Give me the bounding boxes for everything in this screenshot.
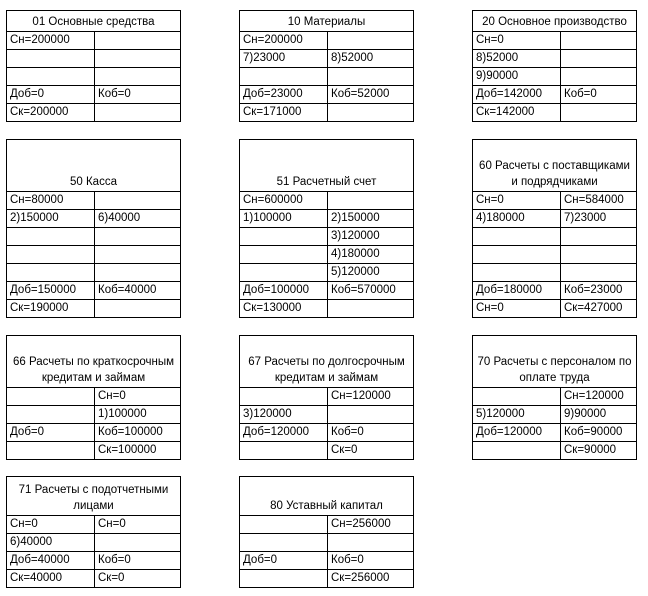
credit-cell [328, 192, 414, 210]
credit-cell: Ск=0 [95, 570, 181, 588]
credit-cell [561, 68, 637, 86]
debit-cell [240, 570, 328, 588]
account-51 [239, 139, 414, 318]
account-20 [472, 10, 637, 122]
account-70 [472, 335, 637, 460]
debit-cell [7, 68, 95, 86]
credit-cell: Ск=90000 [561, 442, 637, 460]
credit-cell [95, 104, 181, 122]
debit-cell: Доб=40000 [7, 552, 95, 570]
debit-cell [240, 68, 328, 86]
debit-cell [7, 442, 95, 460]
debit-cell: Доб=100000 [240, 282, 328, 300]
debit-cell [473, 246, 561, 264]
account-title: 60 Расчеты с поставщиками и подрядчиками [473, 140, 637, 192]
credit-cell: 6)40000 [95, 210, 181, 228]
debit-cell: Доб=0 [240, 552, 328, 570]
credit-cell: Сн=584000 [561, 192, 637, 210]
debit-cell: 8)52000 [473, 50, 561, 68]
debit-cell: Ск=130000 [240, 300, 328, 318]
credit-cell [328, 406, 414, 424]
credit-cell: Коб=90000 [561, 424, 637, 442]
debit-cell [7, 50, 95, 68]
debit-cell [240, 534, 328, 552]
debit-cell: Доб=120000 [240, 424, 328, 442]
credit-cell: 8)52000 [328, 50, 414, 68]
credit-cell: 3)120000 [328, 228, 414, 246]
credit-cell: Коб=52000 [328, 86, 414, 104]
credit-cell [95, 50, 181, 68]
account-01 [6, 10, 181, 122]
credit-cell [561, 104, 637, 122]
credit-cell [328, 68, 414, 86]
credit-cell: Ск=256000 [328, 570, 414, 588]
credit-cell [328, 534, 414, 552]
debit-cell: Ск=40000 [7, 570, 95, 588]
credit-cell [561, 50, 637, 68]
account-66 [6, 335, 181, 460]
credit-cell: Коб=570000 [328, 282, 414, 300]
credit-cell [95, 246, 181, 264]
credit-cell: Коб=0 [95, 86, 181, 104]
credit-cell [95, 32, 181, 50]
debit-cell: Доб=0 [7, 424, 95, 442]
debit-cell: Ск=200000 [7, 104, 95, 122]
credit-cell: Коб=0 [95, 552, 181, 570]
credit-cell [95, 228, 181, 246]
credit-cell: Коб=23000 [561, 282, 637, 300]
credit-cell: 4)180000 [328, 246, 414, 264]
account-title: 20 Основное производство [473, 11, 637, 32]
debit-cell [7, 246, 95, 264]
credit-cell: 5)120000 [328, 264, 414, 282]
debit-cell: 7)23000 [240, 50, 328, 68]
credit-cell: Ск=0 [328, 442, 414, 460]
debit-cell: 5)120000 [473, 406, 561, 424]
debit-cell: 9)90000 [473, 68, 561, 86]
debit-cell [240, 228, 328, 246]
debit-cell: Ск=190000 [7, 300, 95, 318]
debit-cell: Сн=600000 [240, 192, 328, 210]
debit-cell [240, 442, 328, 460]
debit-cell: Сн=0 [7, 516, 95, 534]
debit-cell: Сн=0 [473, 192, 561, 210]
account-title: 51 Расчетный счет [240, 140, 414, 192]
credit-cell [561, 246, 637, 264]
credit-cell [95, 192, 181, 210]
debit-cell [473, 388, 561, 406]
debit-cell: Сн=0 [473, 32, 561, 50]
debit-cell: 4)180000 [473, 210, 561, 228]
credit-cell: Сн=120000 [561, 388, 637, 406]
debit-cell [7, 388, 95, 406]
debit-cell [473, 264, 561, 282]
account-10 [239, 10, 414, 122]
account-71 [6, 476, 181, 588]
credit-cell [95, 264, 181, 282]
account-67 [239, 335, 414, 460]
credit-cell [95, 68, 181, 86]
debit-cell [240, 264, 328, 282]
debit-cell [473, 228, 561, 246]
debit-cell: Доб=120000 [473, 424, 561, 442]
credit-cell [328, 300, 414, 318]
credit-cell: Сн=0 [95, 516, 181, 534]
debit-cell: 3)120000 [240, 406, 328, 424]
debit-cell [7, 264, 95, 282]
debit-cell [240, 516, 328, 534]
account-title: 66 Расчеты по краткосрочным кредитам и займам [7, 336, 181, 388]
debit-cell: Доб=23000 [240, 86, 328, 104]
account-80 [239, 476, 414, 588]
debit-cell [7, 228, 95, 246]
credit-cell: 9)90000 [561, 406, 637, 424]
debit-cell: Ск=142000 [473, 104, 561, 122]
account-title: 70 Расчеты с персоналом по оплате труда [473, 336, 637, 388]
debit-cell: Доб=180000 [473, 282, 561, 300]
debit-cell [240, 246, 328, 264]
debit-cell: Ск=171000 [240, 104, 328, 122]
credit-cell: Сн=0 [95, 388, 181, 406]
credit-cell: 1)100000 [95, 406, 181, 424]
account-title: 01 Основные средства [7, 11, 181, 32]
debit-cell: Доб=0 [7, 86, 95, 104]
credit-cell: Коб=100000 [95, 424, 181, 442]
account-title: 80 Уставный капитал [240, 477, 414, 516]
debit-cell [240, 388, 328, 406]
credit-cell: Ск=100000 [95, 442, 181, 460]
account-title: 71 Расчеты с подотчетными лицами [7, 477, 181, 516]
debit-cell: Сн=200000 [240, 32, 328, 50]
credit-cell: Коб=0 [328, 552, 414, 570]
credit-cell [561, 32, 637, 50]
account-title: 10 Материалы [240, 11, 414, 32]
credit-cell: Коб=40000 [95, 282, 181, 300]
credit-cell: 2)150000 [328, 210, 414, 228]
debit-cell: 6)40000 [7, 534, 95, 552]
debit-cell: Сн=0 [473, 300, 561, 318]
credit-cell [328, 104, 414, 122]
debit-cell: 1)100000 [240, 210, 328, 228]
account-title: 50 Касса [7, 140, 181, 192]
debit-cell [7, 406, 95, 424]
debit-cell [473, 442, 561, 460]
credit-cell [95, 534, 181, 552]
account-title: 67 Расчеты по долгосрочным кредитам и займам [240, 336, 414, 388]
debit-cell: Доб=150000 [7, 282, 95, 300]
debit-cell: Доб=142000 [473, 86, 561, 104]
debit-cell: 2)150000 [7, 210, 95, 228]
debit-cell: Сн=80000 [7, 192, 95, 210]
credit-cell: Ск=427000 [561, 300, 637, 318]
account-50 [6, 139, 181, 318]
debit-cell: Сн=200000 [7, 32, 95, 50]
credit-cell: Коб=0 [561, 86, 637, 104]
account-60 [472, 139, 637, 318]
credit-cell: Сн=120000 [328, 388, 414, 406]
credit-cell [561, 228, 637, 246]
credit-cell [561, 264, 637, 282]
credit-cell: 7)23000 [561, 210, 637, 228]
credit-cell: Сн=256000 [328, 516, 414, 534]
credit-cell [95, 300, 181, 318]
credit-cell: Коб=0 [328, 424, 414, 442]
credit-cell [328, 32, 414, 50]
